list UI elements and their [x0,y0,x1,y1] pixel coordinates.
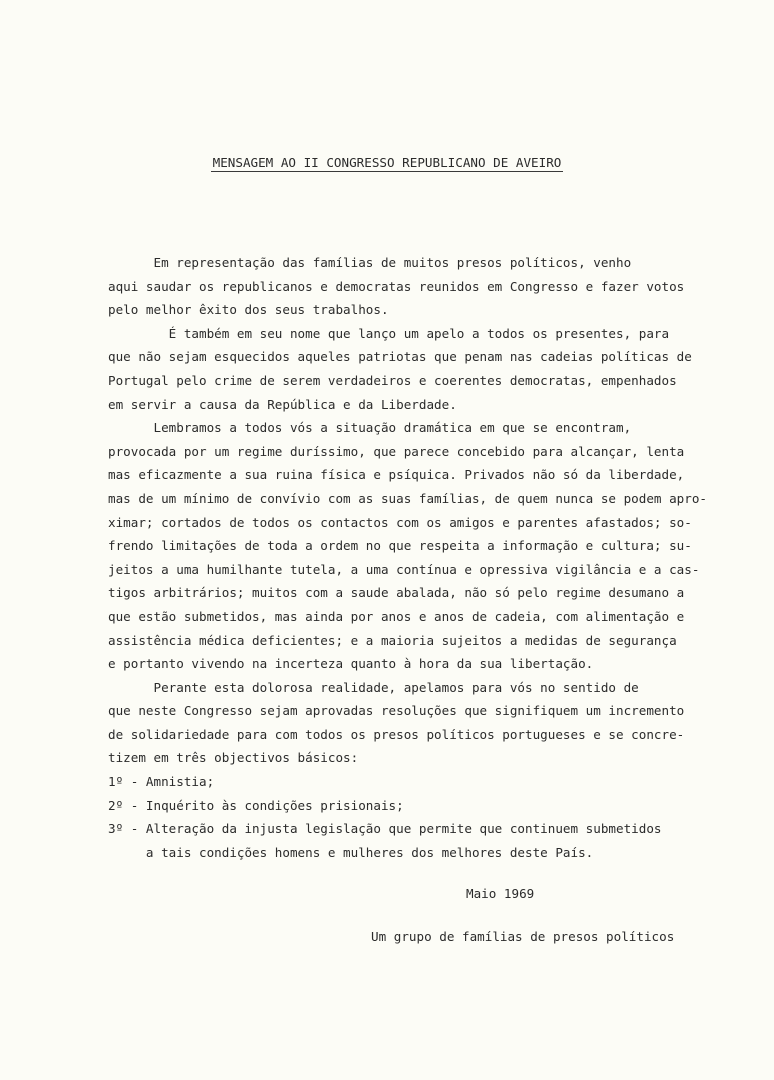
body-line: Lembramos a todos vós a situação dramática em que se encontram, [108,420,632,436]
document-title [0,155,774,170]
list-item-alteracao: 3º - Alteração da injusta legislação que permite que continuem submetidos [108,821,662,837]
body-line: tigos arbitrários; muitos com a saude abalada, não só pelo regime desumano a [108,585,685,601]
body-line: ximar; cortados de todos os contactos com os amigos e parentes afastados; so- [108,514,692,530]
body-line: Perante esta dolorosa realidade, apelamos para vós no sentido de [108,679,639,695]
body-line: aqui saudar os republicanos e democratas reunidos em Congresso e fazer votos [108,278,685,294]
body-line: Portugal pelo crime de serem verdadeiros e coerentes democratas, empenhados [108,372,677,388]
body-line: jeitos a uma humilhante tutela, a uma contínua e opressiva vigilância e a cas- [108,561,700,577]
document-title-text: MENSAGEM AO II CONGRESSO REPUBLICANO DE AVEIRO [212,155,562,170]
body-line: provocada por um regime duríssimo, que parece concebido para alcançar, lenta [108,443,685,459]
list-item-amnistia: 1º - Amnistia; [108,774,215,790]
body-line: que não sejam esquecidos aqueles patriotas que penam nas cadeias políticas de [108,349,692,365]
body-line: É também em seu nome que lanço um apelo a todos os presentes, para [108,325,670,341]
body-line: e portanto vivendo na incerteza quanto à hora da sua libertação. [108,656,594,672]
document-body [108,251,728,864]
body-line: que neste Congresso sejam aprovadas resoluções que signifiquem um incremento [108,703,685,719]
body-line: mas eficazmente a sua ruina física e psíquica. Privados não só da liberdade, [108,467,685,483]
body-line: mas de um mínimo de convívio com as suas famílias, de quem nunca se podem apro- [108,490,707,506]
body-line: frendo limitações de toda a ordem no que respeita a informação e cultura; su- [108,538,692,554]
list-item-alteracao-continued: a tais condições homens e mulheres dos melhores deste País. [108,844,594,860]
body-line: assistência médica deficientes; e a maioria sujeitos a medidas de segurança [108,632,677,648]
list-item-inquerito: 2º - Inquérito às condições prisionais; [108,797,404,813]
body-line: que estão submetidos, mas ainda por anos e anos de cadeia, com alimentação e [108,608,685,624]
body-line: pelo melhor êxito dos seus trabalhos. [108,302,389,318]
body-line: em servir a causa da República e da Liberdade. [108,396,457,412]
document-date: Maio 1969 [466,886,535,901]
body-line: de solidariedade para com todos os presos políticos portugueses e se concre- [108,726,685,742]
body-line: tizem em três objectivos básicos: [108,750,359,766]
document-signature: Um grupo de famílias de presos políticos [371,929,675,944]
body-line: Em representação das famílias de muitos presos políticos, venho [108,255,632,270]
